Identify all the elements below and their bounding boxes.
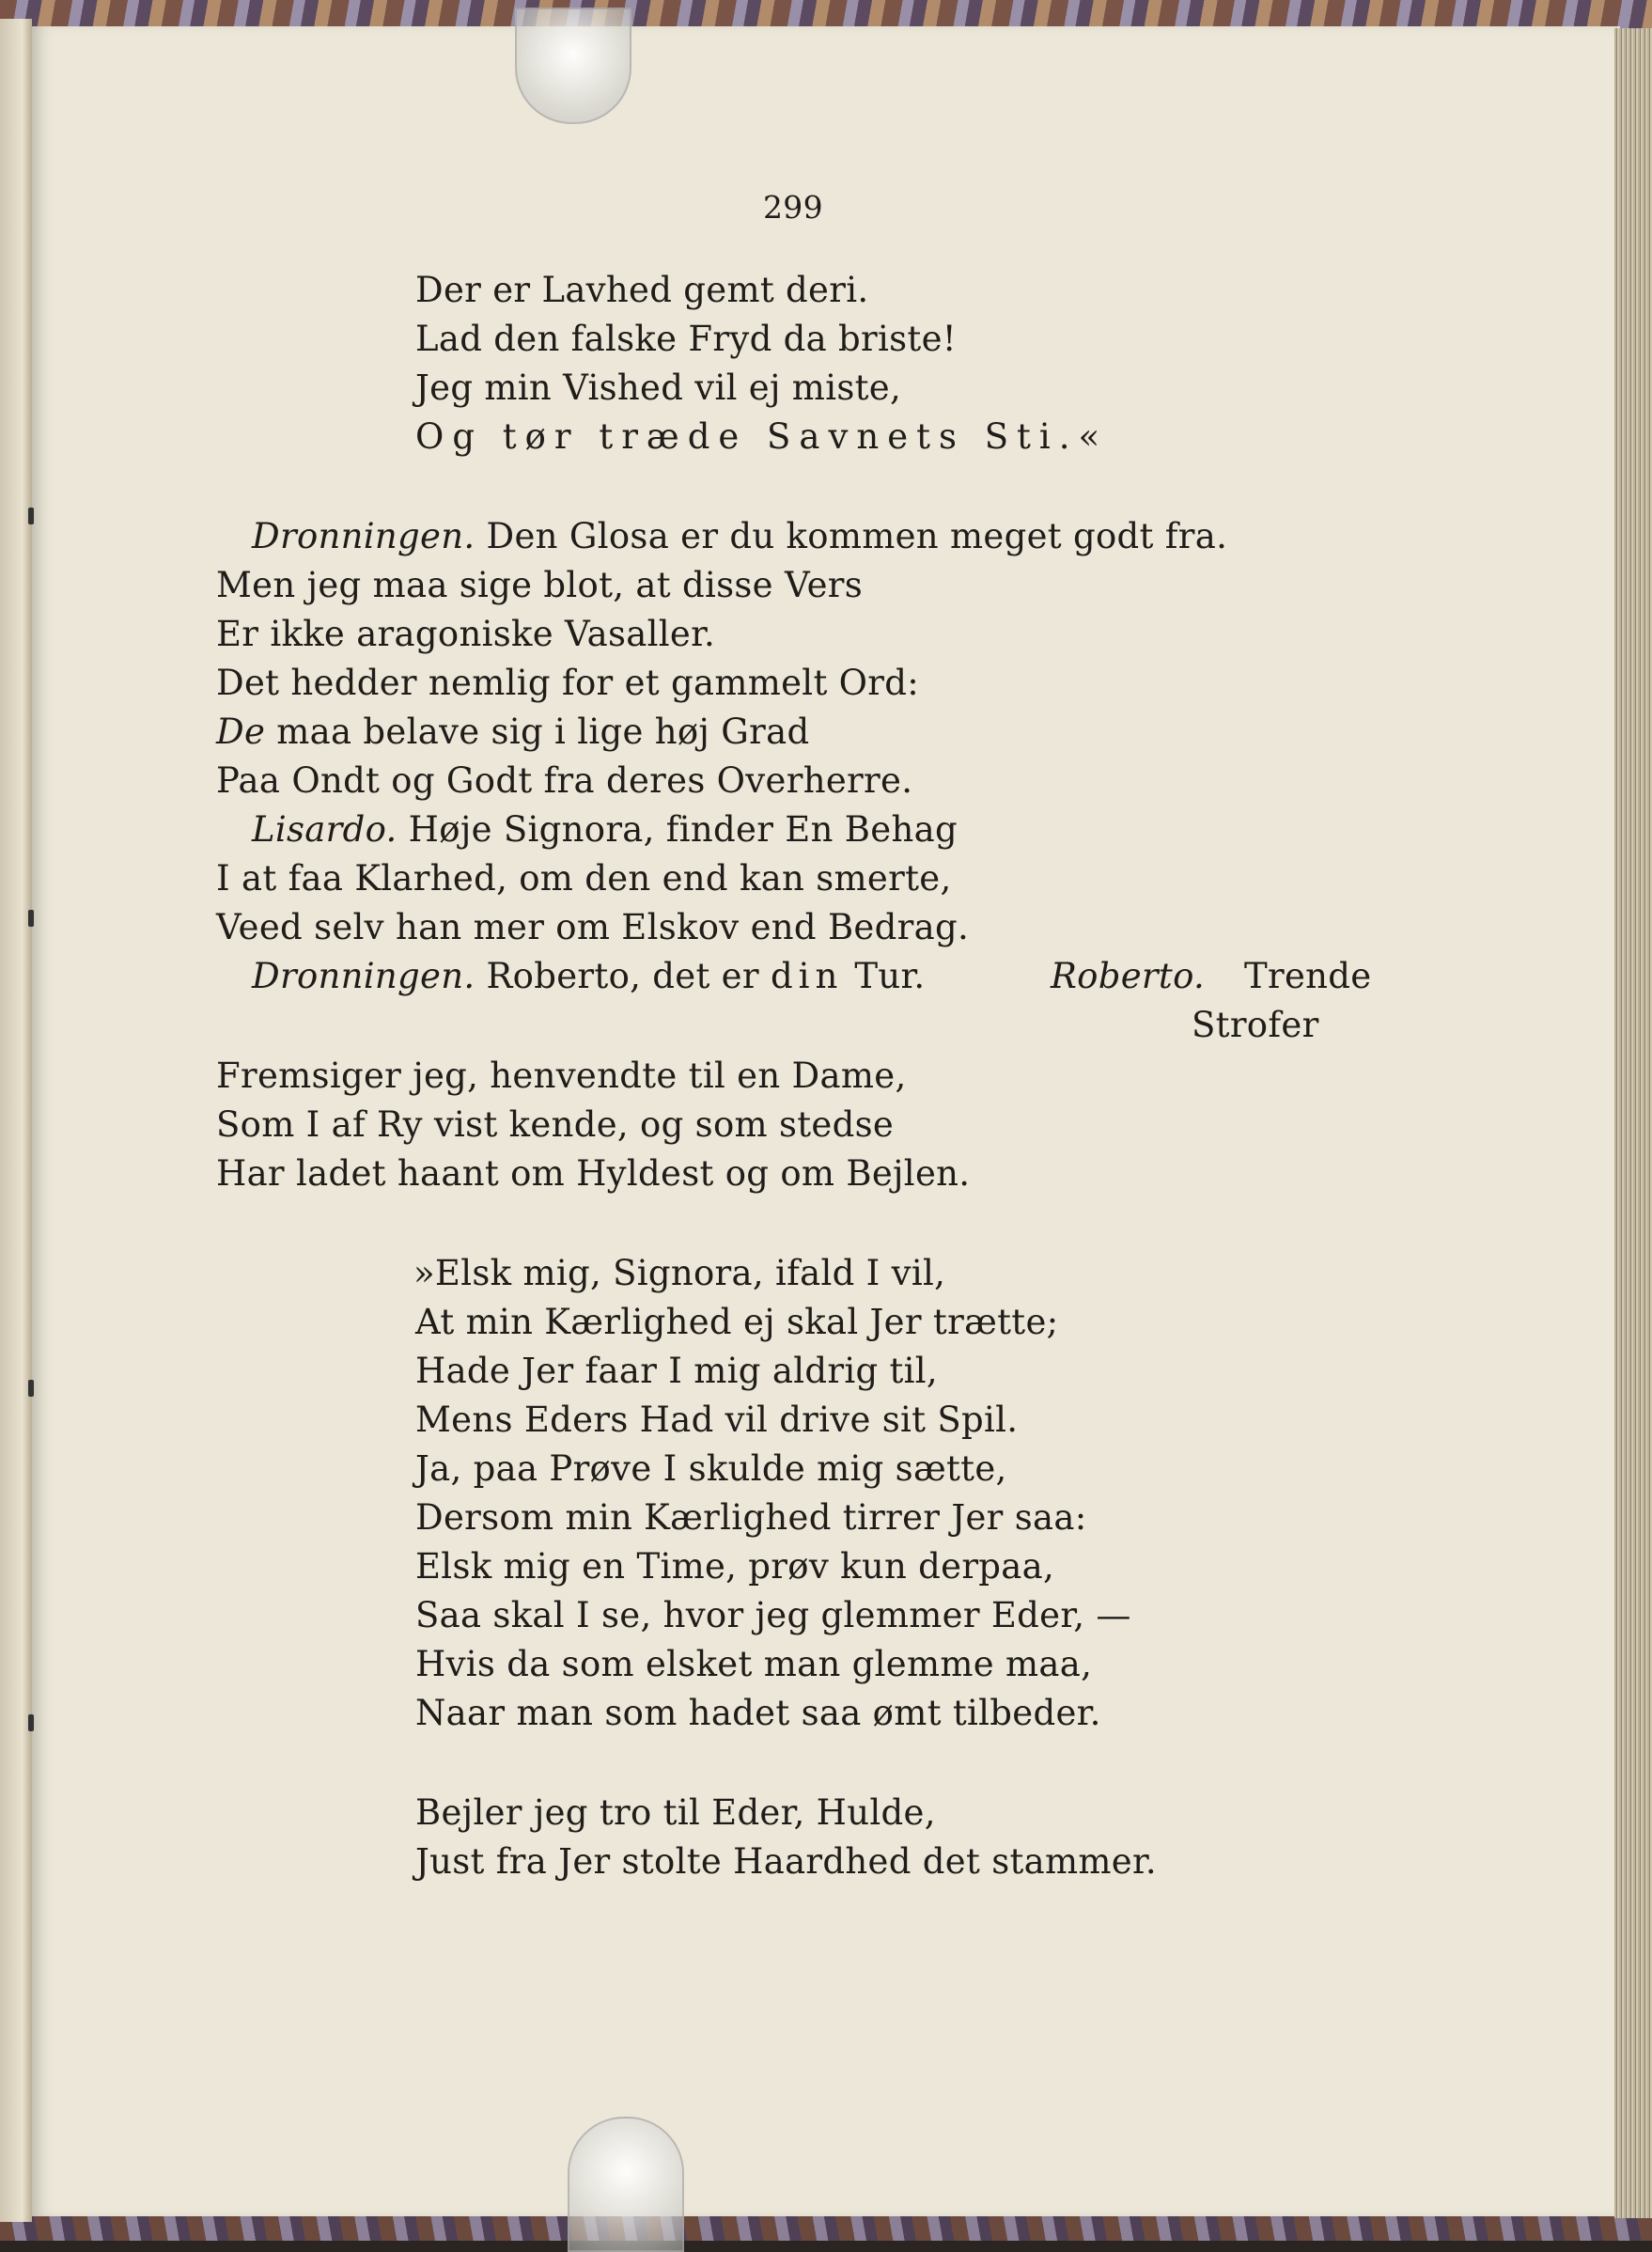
speaker-name: Roberto. bbox=[1051, 956, 1206, 996]
speaker-name: Lisardo. bbox=[252, 809, 397, 850]
verse-line: »Elsk mig, Signora, ifald I vil, bbox=[413, 1253, 946, 1293]
overflow-word: Strofer bbox=[1192, 1005, 1319, 1045]
emphasis-word: De bbox=[216, 712, 266, 752]
dialogue-line: Paa Ondt og Godt fra deres Overherre. bbox=[216, 760, 913, 801]
dialogue-line: Men jeg maa sige blot, at disse Vers bbox=[216, 565, 864, 605]
speech-text: Roberto, det er bbox=[486, 956, 771, 996]
verse-line: Hade Jer faar I mig aldrig til, bbox=[415, 1351, 938, 1391]
spaced-word: din bbox=[770, 956, 844, 996]
verse-line: Ja, paa Prøve I skulde mig sætte, bbox=[415, 1448, 1007, 1489]
verse-line: Jeg min Vished vil ej miste, bbox=[415, 368, 902, 408]
speaker-name: Dronningen. bbox=[252, 516, 475, 556]
verse-line: Der er Lavhed gemt deri. bbox=[415, 270, 869, 310]
verse-line: Naar man som hadet saa ømt tilbeder. bbox=[415, 1693, 1101, 1733]
verse-line: At min Kærlighed ej skal Jer trætte; bbox=[415, 1302, 1059, 1342]
speech-text: Tur. bbox=[843, 956, 926, 996]
verse-line: Elsk mig en Time, prøv kun derpaa, bbox=[415, 1546, 1055, 1587]
verse-line: Bejler jeg tro til Eder, Hulde, bbox=[415, 1792, 936, 1833]
dialogue-line: Veed selv han mer om Elskov end Bedrag. bbox=[216, 907, 970, 947]
speech-text: Høje Signora, finder En Behag bbox=[408, 809, 958, 850]
dialogue-line bbox=[1051, 956, 1206, 996]
speech-text: Trende bbox=[1244, 956, 1372, 996]
dialogue-line: Har ladet haant om Hyldest og om Bejlen. bbox=[216, 1153, 971, 1194]
dialogue-line bbox=[252, 956, 926, 996]
speech-text: maa belave sig i lige høj Grad bbox=[265, 712, 810, 752]
verse-line: Dersom min Kærlighed tirrer Jer saa: bbox=[415, 1497, 1087, 1538]
dialogue-line: I at faa Klarhed, om den end kan smerte, bbox=[216, 858, 952, 899]
verse-line: Saa skal I se, hvor jeg glemmer Eder, — bbox=[415, 1595, 1131, 1635]
verse-line: Hvis da som elsket man glemme maa, bbox=[415, 1644, 1093, 1684]
dialogue-line: Det hedder nemlig for et gammelt Ord: bbox=[216, 663, 920, 703]
dialogue-line: Fremsiger jeg, henvendte til en Dame, bbox=[216, 1056, 907, 1096]
speech-text: Den Glosa er du kommen meget godt fra. bbox=[486, 516, 1228, 556]
dialogue-line bbox=[252, 516, 1228, 556]
verse-line: Mens Eders Had vil drive sit Spil. bbox=[415, 1400, 1019, 1440]
verse-line: Just fra Jer stolte Haardhed det stammer. bbox=[415, 1841, 1157, 1882]
speaker-name: Dronningen. bbox=[252, 956, 475, 996]
page-number: 299 bbox=[763, 189, 823, 226]
dialogue-line: Er ikke aragoniske Vasaller. bbox=[216, 614, 716, 654]
dialogue-line bbox=[252, 809, 958, 850]
dialogue-line bbox=[216, 712, 810, 752]
closing-quote: « bbox=[1078, 416, 1100, 457]
spaced-text: Og tør træde Savnets Sti. bbox=[415, 416, 1079, 457]
verse-line bbox=[415, 416, 1100, 457]
verse-line: Lad den falske Fryd da briste! bbox=[415, 319, 957, 359]
dialogue-line: Som I af Ry vist kende, og som stedse bbox=[216, 1104, 895, 1145]
